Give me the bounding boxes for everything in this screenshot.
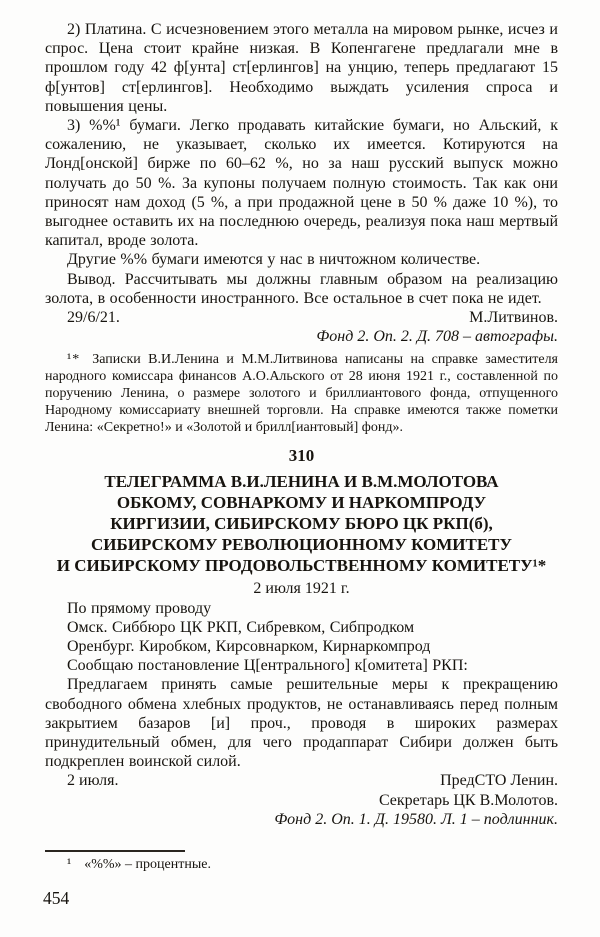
address-line: Омск. Сиббюро ЦК РКП, Сибревком, Сибпродком (67, 618, 415, 636)
address-line: Сообщаю постановление Ц[ентрального] к[омитета] РКП: (67, 657, 468, 675)
page-footnote-area (45, 850, 558, 873)
document-310 (45, 446, 558, 829)
paragraph-securities: 3) %%¹ бумаги. Легко продавать китайские бумаги, но Альский, к сожалению, не указывает, сколько их имеется. Котируются на Лонд[онской] бирже по 60–62 %, но за наш русский выпуск можно получать до 50 %. За купоны получаем полную стоимость. Так как они приносят нам доход (5 %, а при продажной цене в 50 % даже 10 %), то выгоднее оставить их на последнюю очередь, реализуя пока наш мертвый капитал, вроде золота. (45, 117, 558, 250)
signature-row (45, 308, 558, 327)
archive-source: Фонд 2. Оп. 2. Д. 708 – автографы. (316, 328, 558, 346)
paragraph-telegram-body: Предлагаем принять самые решительные меры к прекращению свободного обмена хлебных продуктов, не останавливаясь перед полным закрытием базаров [и] проч., проводя в широких размерах принудительный обмен, для чего продаппарат Сибири должен быть подкреплен воинской силой. (45, 676, 558, 771)
archive-source: Фонд 2. Оп. 1. Д. 19580. Л. 1 – подлинник. (274, 810, 558, 828)
document-309-end (45, 20, 558, 436)
editorial-footnote (45, 351, 558, 436)
paragraph-conclusion: Вывод. Рассчитывать мы должны главным образом на реализацию золота, в особенности иностранного. Все остальное в счет пока не идет. (45, 270, 558, 307)
document-dateline: 2 июля 1921 г. (253, 580, 350, 598)
signature-row (45, 771, 558, 790)
title-line: ТЕЛЕГРАММА В.И.ЛЕНИНА И В.М.МОЛОТОВА (104, 472, 499, 492)
page-number: 454 (43, 888, 70, 908)
paragraph-platinum: 2) Платина. С исчезновением этого металла на мировом рынке, исчез и спрос. Цена стоит крайне низкая. В Копенгагене предлагали мне в прошлом году 42 ф[унта] ст[ерлингов] на унцию, теперь предлагают 15 ф[унтов] ст[ерлингов]. Необходимо выждать усиления спроса и повышения цены. (45, 21, 558, 115)
paragraph-other-securities: Другие %% бумаги имеются у нас в ничтожном количестве. (67, 251, 481, 269)
footnote-marker: ¹ (67, 857, 73, 872)
document-date: 29/6/21. (67, 309, 120, 327)
page-content (45, 20, 558, 829)
document-title (45, 471, 558, 576)
signature-litvinov: М.Литвинов. (469, 309, 558, 327)
title-line: СИБИРСКОМУ РЕВОЛЮЦИОННОМУ КОМИТЕТУ (91, 535, 512, 555)
title-line: КИРГИЗИИ, СИБИРСКОМУ БЮРО ЦК РКП(б), (110, 514, 493, 534)
footnote-text: Записки В.И.Ленина и М.М.Литвинова написаны на справке заместителя народного комиссара финансов А.О.Альского от 28 июня 1921 г., составленной по поручению Ленина, о размере золотого и бриллиантового фонда, отпущенного Народному комиссариату внешней торговли. На справке имеются также пометки Ленина: «Секретно!» и «Золотой и брилл[иантовый] фонд». (45, 352, 558, 436)
terminology-footnote (45, 856, 558, 873)
document-number: 310 (288, 446, 315, 466)
document-date: 2 июля. (67, 772, 119, 790)
address-line: По прямому проводу (67, 599, 212, 617)
title-line: И СИБИРСКОМУ ПРОДОВОЛЬСТВЕННОМУ КОМИТЕТУ¹* (56, 556, 547, 576)
footnote-marker: ¹* (67, 352, 81, 368)
footnote-text: «%%» – процентные. (84, 857, 211, 872)
address-line: Оренбург. Киробком, Кирсовнарком, Кирнаркомпрод (67, 638, 431, 656)
footnote-divider (45, 850, 185, 852)
signature-molotov: Секретарь ЦК В.Молотов. (378, 791, 558, 809)
signature-lenin: ПредСТО Ленин. (440, 772, 558, 790)
title-line: ОБКОМУ, СОВНАРКОМУ И НАРКОМПРОДУ (116, 493, 487, 513)
